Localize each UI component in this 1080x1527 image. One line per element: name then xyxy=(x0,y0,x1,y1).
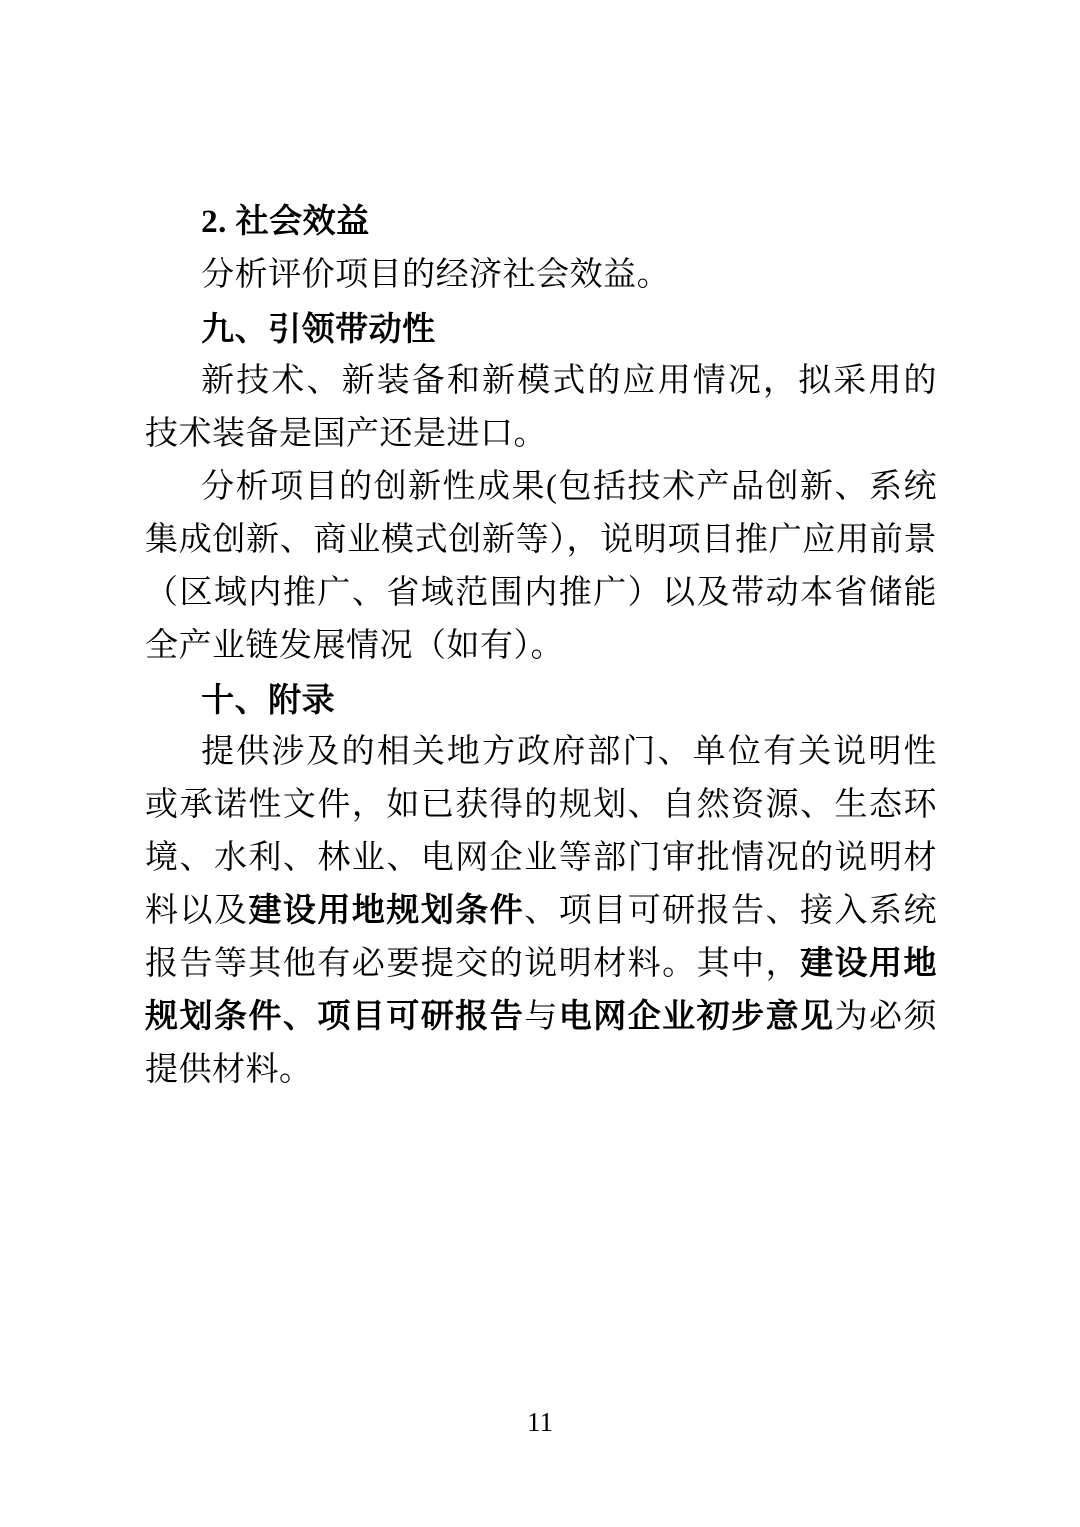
heading-section-ten: 十、附录 xyxy=(201,681,336,718)
para-section-nine-2: 分析项目的创新性成果(包括技术产品创新、系统集成创新、商业模式创新等），说明项目推广应用前景（区域内推广、省域范围内推广）以及带动本省储能全产业链发展情况（如有）。 xyxy=(145,469,937,664)
para-social-benefit: 分析评价项目的经济社会效益。 xyxy=(201,257,671,293)
para-ten-run-5: 与 xyxy=(524,999,559,1035)
heading-social-benefit: 2. 社会效益 xyxy=(201,204,370,240)
para-section-ten xyxy=(145,726,937,1097)
heading-section-nine: 九、引领带动性 xyxy=(201,310,436,347)
para-ten-run-6-bold: 电网企业初步意见 xyxy=(558,999,835,1035)
para-ten-run-1: 提供涉及的相关地方政府部门、单位有关说明性或承诺性文件，如已获得的规划、自然资源、生态环境、水利、林业、电网企业等部门审批情况的说明材料以及 xyxy=(145,734,937,929)
para-section-nine-1: 新技术、新装备和新模式的应用情况，拟采用的技术装备是国产还是进口。 xyxy=(145,363,937,452)
para-ten-run-7: 为必须提供材料。 xyxy=(145,999,938,1088)
page-number: 11 xyxy=(527,1407,553,1437)
para-ten-run-3: 、项目可研报告、接入系统报告等其他有必要提交的说明材料。其中， xyxy=(145,893,938,982)
document-content xyxy=(145,196,937,1097)
para-ten-run-4-bold: 建设用地规划条件、项目可研报告 xyxy=(145,946,938,1035)
para-ten-run-2-bold: 建设用地规划条件 xyxy=(248,893,525,929)
